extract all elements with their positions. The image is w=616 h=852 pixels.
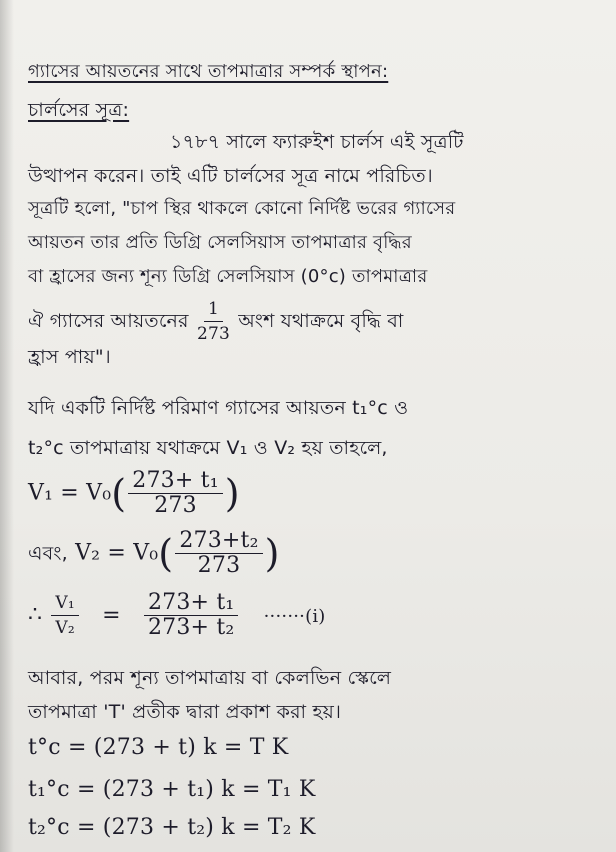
eq2-lhs: V₂ = V₀ [75, 540, 159, 566]
para1-line5: বা হ্রাসের জন্য শূন্য ডিগ্রি সেলসিয়াস (0°c) তাপমাত্রার [28, 266, 428, 287]
frac-denominator: 273 [196, 324, 231, 344]
para3-line2: তাপমাত্রা 'T' প্রতীক দ্বারা প্রকাশ করা হয়। [28, 701, 342, 723]
para1-line1: ১৭৮৭ সালে ফ্যারুইশ চার্লস এই সূত্রটি [170, 131, 464, 153]
para2-line2: t₂°c তাপমাত্রায় যথাক্রমে V₁ ও V₂ হয় তাহলে, [28, 437, 388, 459]
therefore-sign: ∴ [28, 602, 43, 628]
eq2-numerator: 273+t₂ [175, 530, 262, 554]
para2-line1: যদি একটি নির্দিষ্ট পরিমাণ গ্যাসের আয়তন t₁°c ও [28, 397, 409, 419]
fraction-1-over-273 [197, 298, 230, 345]
left-paren: ( [158, 531, 174, 576]
heading: গ্যাসের আয়তনের সাথে তাপমাত্রার সম্পর্ক স্থাপন: [28, 61, 389, 82]
para1-line6 [28, 298, 404, 345]
eq1-numerator: 273+ t₁ [128, 470, 222, 494]
ratio-lhs-numerator: V₁ [51, 592, 79, 616]
eq1-denominator: 273 [154, 493, 197, 518]
ratio-rhs-numerator: 273+ t₁ [144, 592, 238, 616]
eq1-lhs: V₁ = V₀ [28, 480, 112, 506]
para1-line4: আয়তন তার প্রতি ডিগ্রি সেলসিয়াস তাপমাত্রার বৃদ্ধির [28, 232, 412, 253]
para1-line2: উত্থাপন করেন। তাই এটি চার্লসের সূত্র নামে পরিচিত। [28, 165, 433, 187]
ratio-lhs-fraction [51, 592, 79, 639]
ratio-lhs-denominator: V₂ [55, 618, 75, 638]
equation-kelvin-t2: t₂°c = (273 + t₂) k = T₂ K [28, 815, 316, 840]
equation-kelvin-t1: t₁°c = (273 + t₁) k = T₁ K [28, 777, 316, 802]
equation-label: ·······(i) [263, 605, 326, 627]
equation-kelvin-t: t°c = (273 + t) k = T K [28, 735, 289, 760]
equation-ratio [28, 592, 326, 652]
para3-line1: আবার, পরম শূন্য তাপমাত্রায় বা কেলভিন স্কেলে [28, 667, 392, 689]
equation-v1 [28, 470, 240, 530]
para1-line7: হ্রাস পায়"। [28, 346, 111, 368]
subheading: চার্লসের সূত্র: [28, 99, 130, 121]
para1-line6-post: অংশ যথাক্রমে বৃদ্ধি বা [238, 310, 404, 332]
ratio-rhs-fraction [144, 592, 238, 639]
page-edge-shadow [0, 0, 14, 852]
eq2-denominator: 273 [197, 553, 241, 578]
eq2-fraction [175, 530, 262, 577]
right-paren: ) [224, 471, 240, 516]
eq1-fraction [128, 470, 222, 517]
para1-line3: সূত্রটি হলো, "চাপ স্থির থাকলে কোনো নির্দিষ্ট ভরের গ্যাসের [28, 198, 456, 219]
eq2-prefix: এবং, [28, 542, 68, 565]
para1-line6-pre: ঐ গ্যাসের আয়তনের [28, 310, 189, 332]
ratio-rhs-denominator: 273+ t₂ [147, 615, 235, 640]
equals-sign: = [102, 602, 121, 628]
equation-v2 [28, 530, 280, 590]
left-paren: ( [111, 471, 127, 516]
right-paren: ) [264, 531, 280, 576]
frac-numerator: 1 [204, 298, 223, 322]
